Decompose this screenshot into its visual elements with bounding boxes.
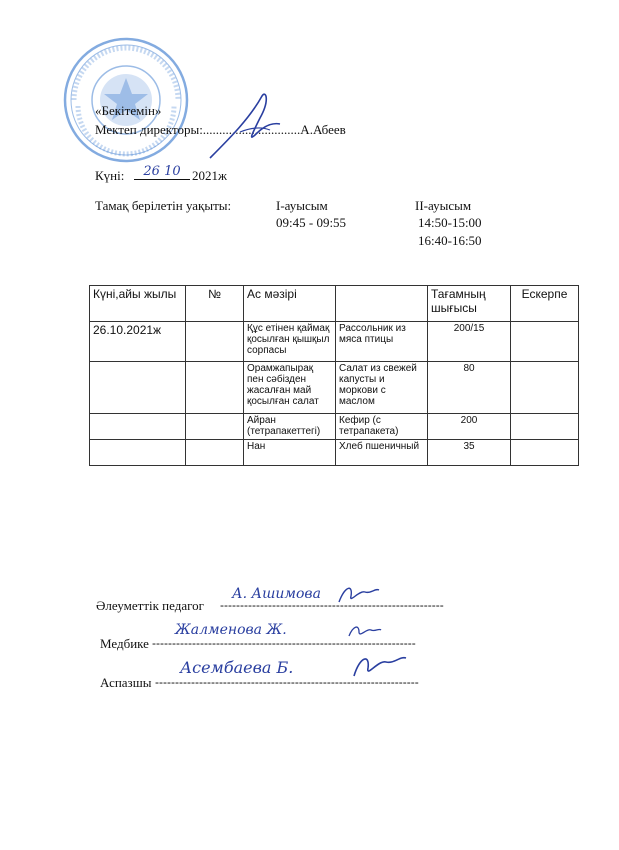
row-dish-kz: Құс етінен қаймақ қосылған қышқыл сорпасы [244, 322, 336, 362]
row-dish-kz: Айран (тетрапакеттегі) [244, 414, 336, 440]
row-number [186, 414, 244, 440]
row-dish-ru: Кефир (с тетрапакета) [336, 414, 428, 440]
row-output: 200 [428, 414, 511, 440]
shift2-title: ІІ-ауысым [415, 198, 472, 213]
table-header-row [90, 286, 579, 322]
row-dish-kz: Орамжапырақ пен сәбізден жасалған май қосылған салат [244, 362, 336, 414]
row-output: 200/15 [428, 322, 511, 362]
signature-scribble [350, 650, 410, 684]
signature-label-cook: Аспазшы [100, 675, 152, 690]
row-date [90, 362, 186, 414]
signature-handwritten: А. Ашимова [232, 586, 321, 602]
meal-time-label: Тамақ берілетін уақыты: [95, 198, 232, 213]
row-date [90, 414, 186, 440]
row-output: 80 [428, 362, 511, 414]
header-menu-ru [336, 286, 428, 322]
header-note: Ескерпе [511, 286, 579, 322]
signature-dash-line: ------------------------------------------------------------------ [152, 636, 416, 650]
header-number: № [186, 286, 244, 322]
row-note [511, 362, 579, 414]
row-number [186, 362, 244, 414]
shift1-title: І-ауысым [276, 198, 328, 213]
row-note [511, 322, 579, 362]
signature-label-pedagogue: Әлеуметтік педагог [96, 598, 204, 613]
row-date [90, 440, 186, 466]
row-dish-ru: Хлеб пшеничный [336, 440, 428, 466]
signature-handwritten: Жалменова Ж. [175, 622, 287, 638]
table-row [90, 440, 579, 466]
official-stamp-seal [62, 36, 190, 164]
row-number [186, 322, 244, 362]
signature-scribble [345, 620, 385, 642]
director-line: Мектеп директоры:..............................А.Абеев [95, 122, 346, 137]
shift1-time: 09:45 - 09:55 [276, 215, 347, 230]
row-note [511, 440, 579, 466]
signature-label-nurse: Медбике [100, 636, 149, 651]
row-dish-ru: Рассольник из мяса птицы [336, 322, 428, 362]
header-output: Тағамның шығысы [428, 286, 511, 322]
table-row [90, 322, 579, 362]
row-date: 26.10.2021ж [90, 322, 186, 362]
approve-title: «Бекітемін» [95, 103, 162, 118]
date-label: Күні: [95, 168, 125, 183]
table-row [90, 414, 579, 440]
shift2-time2: 16:40-16:50 [418, 233, 482, 248]
table-row [90, 362, 579, 414]
signature-dash-line: ------------------------------------------------------------------ [155, 675, 419, 689]
signature-handwritten: Асембаева Б. [180, 658, 294, 677]
row-number [186, 440, 244, 466]
header-menu: Ас мәзірі [244, 286, 336, 322]
row-dish-kz: Нан [244, 440, 336, 466]
shift2-time1: 14:50-15:00 [418, 215, 482, 230]
signature-scribble [335, 582, 383, 608]
signature-dash-line: -------------------------------------------------------- [220, 598, 444, 612]
header-date: Күні,айы жылы [90, 286, 186, 322]
director-signature [200, 88, 290, 168]
date-year: 2021ж [192, 168, 227, 183]
date-handwritten: 26 10 [134, 164, 190, 180]
row-output: 35 [428, 440, 511, 466]
row-dish-ru: Салат из свежей капусты и моркови с маслом [336, 362, 428, 414]
row-note [511, 414, 579, 440]
menu-table [89, 285, 579, 466]
